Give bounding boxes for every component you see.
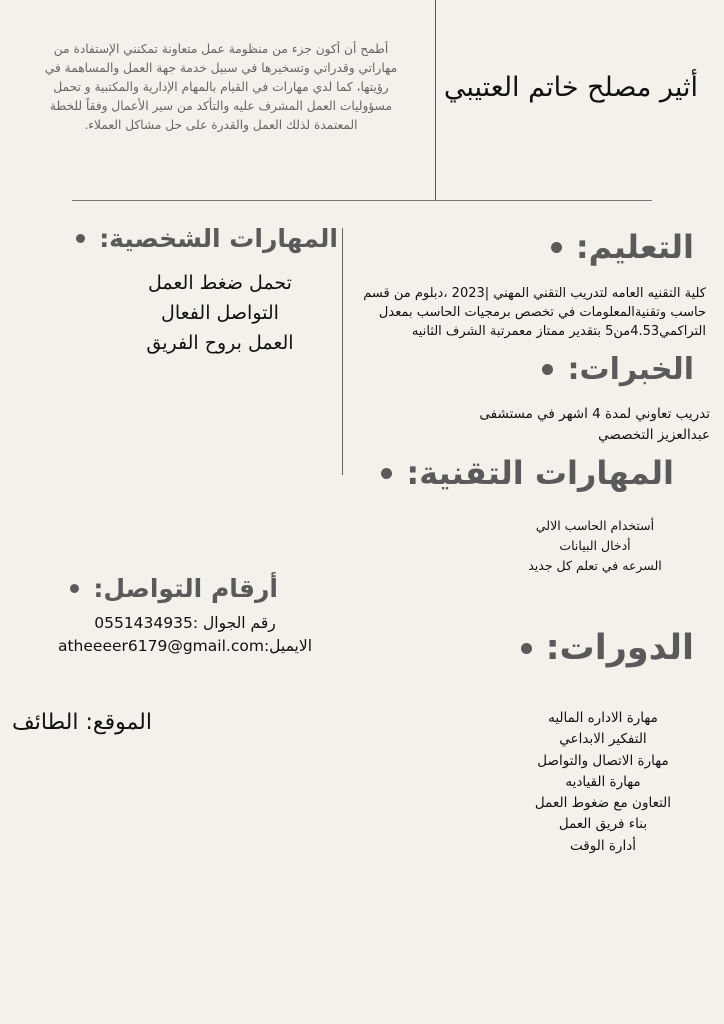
list-item: التعاون مع ضغوط العمل (534, 795, 672, 812)
list-item: التفكير الابداعي (559, 731, 647, 748)
contact-details (30, 612, 340, 658)
education-heading-text: التعليم: (575, 228, 694, 266)
list-item: العمل بروح الفريق (146, 332, 294, 354)
list-item: أدخال البيانات (559, 538, 631, 553)
courses-heading (521, 628, 694, 668)
list-item: بناء فريق العمل (558, 816, 648, 833)
bullet-icon (381, 468, 392, 479)
list-item: تحمل ضغط العمل (148, 272, 292, 294)
phone-number: رقم الجوال :0551434935 (94, 614, 276, 632)
courses-list (508, 708, 698, 857)
experience-details: تدريب تعاوني لمدة 4 اشهر في مستشفى عبدالعزيز التخصصي (479, 406, 710, 443)
courses-heading-text: الدورات: (545, 628, 694, 668)
contact-heading (70, 574, 278, 603)
list-item: أستخدام الحاسب الالي (535, 518, 655, 533)
bullet-icon (70, 584, 79, 593)
email-address[interactable]: الايميل:atheeeer6179@gmail.com (57, 637, 312, 655)
technical-skills-heading-text: المهارات التقنية: (406, 454, 674, 492)
contact-heading-text: أرقام التواصل: (93, 574, 278, 603)
list-item: مهارة الاداره الماليه (548, 710, 658, 726)
technical-skills-heading (381, 454, 674, 492)
list-item: التواصل الفعال (161, 302, 279, 324)
personal-skills-list (100, 268, 340, 358)
list-item: مهارة الاتصال والتواصل (537, 752, 669, 769)
personal-skills-heading (76, 224, 338, 253)
bullet-icon (521, 643, 532, 654)
experience-heading (542, 352, 694, 387)
horizontal-divider (72, 200, 652, 201)
experience-heading-text: الخبرات: (567, 352, 694, 387)
personal-skills-heading-text: المهارات الشخصية: (99, 224, 338, 253)
bullet-icon (551, 242, 562, 253)
technical-skills-list (500, 516, 690, 576)
list-item: مهارة القياديه (565, 773, 641, 790)
bullet-icon (76, 234, 85, 243)
list-item: أدارة الوقت (570, 837, 636, 854)
candidate-name: أثير مصلح خاتم العتيبي (443, 72, 698, 103)
bullet-icon (542, 364, 553, 375)
education-heading (551, 228, 694, 266)
location: الموقع: الطائف (12, 710, 152, 735)
top-vertical-divider (435, 0, 436, 200)
list-item: السرعه في تعلم كل جديد (528, 558, 662, 573)
middle-vertical-divider (342, 228, 343, 475)
career-objective: أطمح أن أكون جزء من منظومة عمل متعاونة تمكنني الإستفادة من مهاراتي وقدراتي وتسخيرها في سبيل خدمة جهة العمل والمساهمة في رؤيتها، كما لدي مهارات في القيام بالمهام الإدارية والمكتبية و تحمل مسؤوليات العمل المشرف عليه والتأكد من سير الأعمال وفقاً للخطة المعتمدة لذلك العمل والقدرة على حل مشاكل العملاء. (44, 42, 398, 132)
education-details: كلية التقنيه العامه لتدريب التقني المهني |2023 ،دبلوم من قسم حاسب وتقنيةالمعلومات في تخصص برمجيات الحاسب بمعدل التراكمي4.53من5 بتقدير ممتاز معمرتبة الشرف الثانيه (363, 286, 706, 339)
